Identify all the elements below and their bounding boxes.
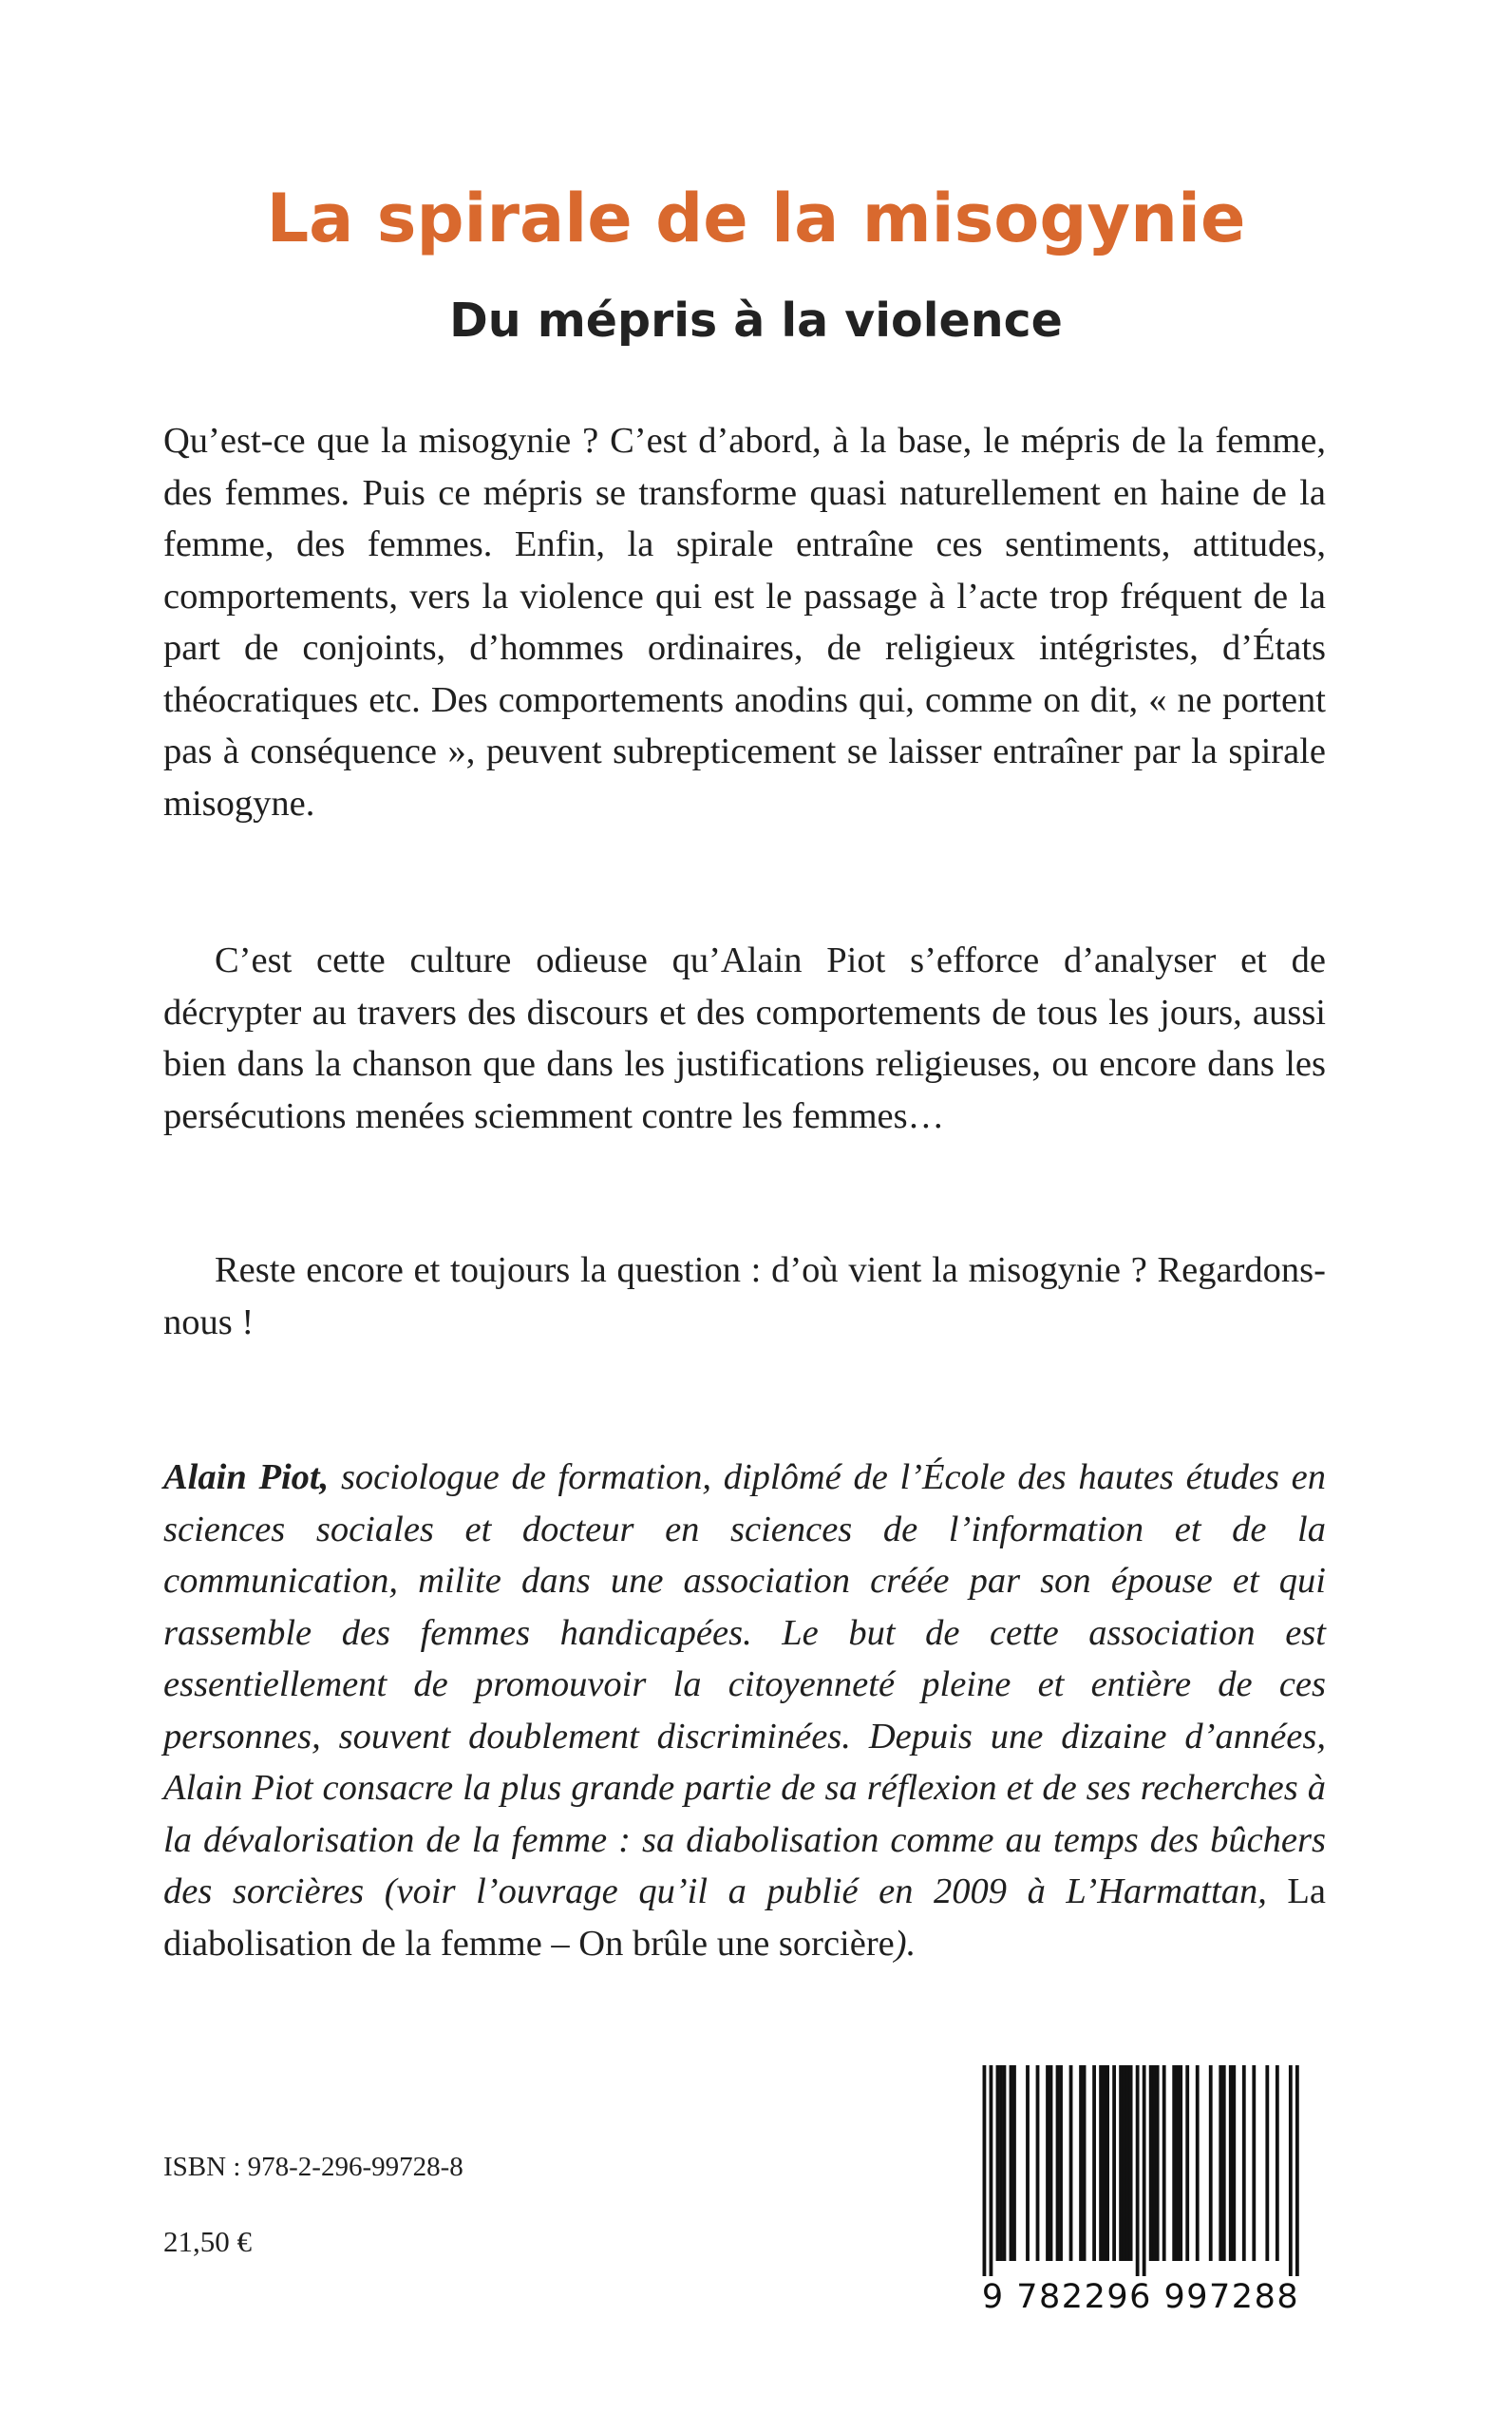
barcode-bar xyxy=(1149,2065,1153,2261)
barcode-bar xyxy=(1106,2065,1109,2261)
barcode-bar xyxy=(1026,2065,1030,2261)
barcode-bar xyxy=(1276,2065,1279,2261)
price: 21,50 € xyxy=(163,2225,252,2258)
barcode-bar xyxy=(1079,2065,1083,2261)
barcode-bar xyxy=(1123,2065,1126,2261)
author-biography xyxy=(163,1452,1326,1969)
barcode-bar xyxy=(1059,2065,1063,2261)
barcode-bar xyxy=(996,2065,1000,2261)
barcode-bar xyxy=(1003,2065,1007,2261)
barcode-bar xyxy=(1099,2065,1103,2261)
barcode-bar xyxy=(1049,2065,1053,2261)
blurb-paragraph: Reste encore et toujours la question : d’où vient la misogynie ? Regardons-nous ! xyxy=(163,1250,1326,1342)
barcode-bar xyxy=(1103,2065,1106,2261)
barcode-bar xyxy=(1196,2065,1200,2261)
barcode-digits: 9 782296 997288 xyxy=(981,2278,1300,2316)
barcode-bar xyxy=(1012,2065,1016,2261)
barcode-bar xyxy=(1176,2065,1180,2261)
author-bio-closing: ). xyxy=(894,1923,917,1964)
barcode-bars xyxy=(959,2065,1322,2276)
barcode-bar xyxy=(1156,2065,1160,2261)
barcode-bar xyxy=(983,2065,987,2276)
barcode-bar xyxy=(1162,2065,1166,2261)
barcode-bar xyxy=(1010,2065,1013,2261)
barcode-bar xyxy=(1289,2065,1293,2276)
barcode-bar xyxy=(1209,2065,1213,2261)
barcode-bar xyxy=(1056,2065,1060,2261)
author-name: Alain Piot, xyxy=(163,1457,330,1497)
barcode-bar xyxy=(1265,2065,1269,2261)
barcode-bar xyxy=(1295,2065,1299,2276)
barcode-bar xyxy=(1232,2065,1236,2261)
book-subtitle: Du mépris à la violence xyxy=(449,294,1063,348)
barcode-bar xyxy=(1185,2065,1189,2261)
barcode-bar xyxy=(1092,2065,1096,2261)
blurb-paragraph: C’est cette culture odieuse qu’Alain Piot s’efforce d’analyser et de décrypter au travers des discours et des comportements de tous les jours, aussi bien dans la chanson que dans les justifications religieuses, ou encore dans les persécutions menées sciemment contre les femmes… xyxy=(163,940,1326,1136)
barcode-bar xyxy=(1136,2065,1140,2276)
barcode xyxy=(959,2065,1322,2331)
barcode-bar xyxy=(1222,2065,1226,2261)
barcode-bar xyxy=(1119,2065,1123,2261)
barcode-bar xyxy=(1125,2065,1129,2261)
barcode-bar xyxy=(1172,2065,1176,2261)
barcode-bar xyxy=(1112,2065,1116,2261)
barcode-bar xyxy=(1242,2065,1246,2261)
barcode-bar xyxy=(1152,2065,1156,2261)
referenced-book-title: La diabolisation de la femme – On brûle une sorcière xyxy=(163,1871,1326,1964)
barcode-bar xyxy=(1083,2065,1087,2261)
barcode-bar xyxy=(999,2065,1003,2261)
blurb-paragraph: Qu’est-ce que la misogynie ? C’est d’abord, à la base, le mépris de la femme, des femmes. Puis ce mépris se transforme quasi naturellement en haine de la femme, des femmes. Enfin, la spirale entraîne ces sentiments, attitudes, comportements, vers la violence qui est le passage à l’acte trop fréquent de la part de conjoints, d’hommes ordinaires, de religieux intégristes, d’États théocratiques etc. Des comportements anodins qui, comme on dit, « ne portent pas à conséquence », peuvent subrepticement se laisser entraîner par la spirale misogyne. xyxy=(163,421,1326,824)
book-title: La spirale de la misogynie xyxy=(266,180,1246,257)
barcode-bar xyxy=(1143,2065,1146,2276)
barcode-bar xyxy=(1179,2065,1182,2261)
barcode-bar xyxy=(1252,2065,1256,2261)
barcode-bar xyxy=(1046,2065,1049,2261)
barcode-bar xyxy=(1219,2065,1222,2261)
isbn: ISBN : 978-2-296-99728-8 xyxy=(163,2152,463,2182)
barcode-bar xyxy=(1129,2065,1133,2261)
barcode-bar xyxy=(990,2065,993,2276)
author-bio-text: sociologue de formation, diplômé de l’École des hautes études en sciences sociales et docteur en sciences de l’information et de la communication, milite dans une association créée par son épouse et qui rassemble des femmes handicapées. Le but de cette association est essentiellement de promouvoir la citoyenneté pleine et entière de ces personnes, souvent doublement discriminées. Depuis une dizaine d’années, Alain Piot consacre la plus grande partie de sa réflexion et de ses recherches à la dévalorisation de la femme : sa diabolisation comme au temps des bûchers des sorcières (voir l’ouvrage qu’il a publié en 2009 à L’Harmattan, xyxy=(163,1457,1326,1911)
barcode-bar xyxy=(1229,2065,1233,2261)
barcode-bar xyxy=(1069,2065,1073,2261)
barcode-bar xyxy=(1036,2065,1040,2261)
